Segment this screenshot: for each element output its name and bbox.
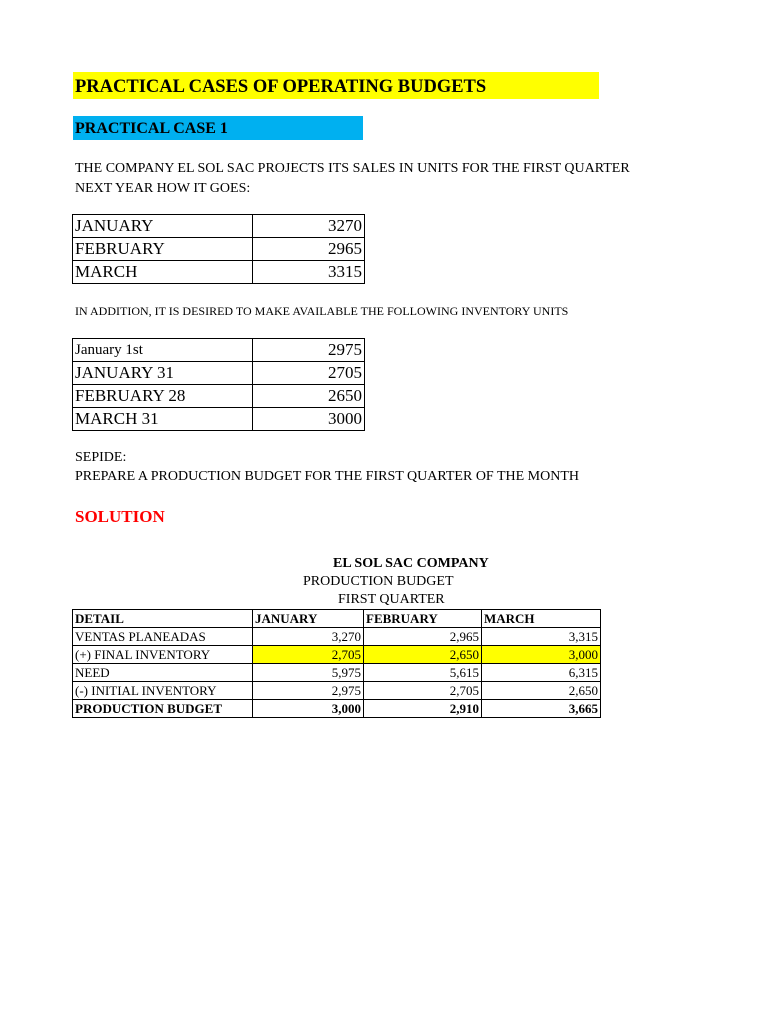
table-row: [73, 628, 601, 646]
cell-value: 3,000: [253, 700, 364, 718]
table-row: [73, 339, 365, 362]
case-heading: PRACTICAL CASE 1: [73, 116, 363, 140]
inventory-note: IN ADDITION, IT IS DESIRED TO MAKE AVAILABLE THE FOLLOWING INVENTORY UNITS: [75, 304, 569, 318]
inventory-units: 2705: [253, 362, 365, 385]
table-row: [73, 682, 601, 700]
row-label: NEED: [73, 664, 253, 682]
cell-value: 5,615: [364, 664, 482, 682]
task-description: PREPARE A PRODUCTION BUDGET FOR THE FIRST QUARTER OF THE MONTH: [75, 469, 580, 484]
sales-month: JANUARY: [73, 215, 253, 238]
table-row: [73, 646, 601, 664]
cell-value: 3,665: [482, 700, 601, 718]
intro-line-1: THE COMPANY EL SOL SAC PROJECTS ITS SALES IN UNITS FOR THE FIRST QUARTER: [75, 161, 630, 176]
table-row: [73, 385, 365, 408]
solution-heading: SOLUTION: [75, 507, 165, 526]
production-budget-table: [72, 609, 601, 718]
sales-units: 2965: [253, 238, 365, 261]
document-title: PRACTICAL CASES OF OPERATING BUDGETS: [73, 72, 599, 99]
table-row: [73, 362, 365, 385]
inventory-date: MARCH 31: [73, 408, 253, 431]
sales-table: [72, 214, 365, 284]
sales-units: 3315: [253, 261, 365, 284]
inventory-date: FEBRUARY 28: [73, 385, 253, 408]
row-label: (-) INITIAL INVENTORY: [73, 682, 253, 700]
table-header-row: [73, 610, 601, 628]
budget-company: EL SOL SAC COMPANY: [333, 556, 489, 571]
cell-value: 2,910: [364, 700, 482, 718]
inventory-units: 3000: [253, 408, 365, 431]
row-label: (+) FINAL INVENTORY: [73, 646, 253, 664]
cell-value-highlighted: 3,000: [482, 646, 601, 664]
inventory-date: JANUARY 31: [73, 362, 253, 385]
intro-line-2: NEXT YEAR HOW IT GOES:: [75, 181, 251, 196]
column-header-detail: DETAIL: [73, 610, 253, 628]
table-row: [73, 261, 365, 284]
budget-subtitle: PRODUCTION BUDGET: [303, 574, 454, 589]
sales-units: 3270: [253, 215, 365, 238]
inventory-table: [72, 338, 365, 431]
cell-value: 5,975: [253, 664, 364, 682]
row-label: PRODUCTION BUDGET: [73, 700, 253, 718]
cell-value: 2,965: [364, 628, 482, 646]
table-row: [73, 664, 601, 682]
table-row: [73, 238, 365, 261]
cell-value: 2,650: [482, 682, 601, 700]
row-label: VENTAS PLANEADAS: [73, 628, 253, 646]
column-header-january: JANUARY: [253, 610, 364, 628]
table-row: [73, 215, 365, 238]
sales-month: MARCH: [73, 261, 253, 284]
column-header-march: MARCH: [482, 610, 601, 628]
cell-value-highlighted: 2,650: [364, 646, 482, 664]
table-total-row: [73, 700, 601, 718]
cell-value: 3,315: [482, 628, 601, 646]
cell-value: 2,705: [364, 682, 482, 700]
inventory-date: January 1st: [73, 339, 253, 362]
cell-value: 6,315: [482, 664, 601, 682]
budget-period: FIRST QUARTER: [338, 592, 445, 607]
inventory-units: 2650: [253, 385, 365, 408]
cell-value: 2,975: [253, 682, 364, 700]
inventory-units: 2975: [253, 339, 365, 362]
table-row: [73, 408, 365, 431]
sales-month: FEBRUARY: [73, 238, 253, 261]
column-header-february: FEBRUARY: [364, 610, 482, 628]
cell-value: 3,270: [253, 628, 364, 646]
task-label: SEPIDE:: [75, 450, 127, 465]
cell-value-highlighted: 2,705: [253, 646, 364, 664]
